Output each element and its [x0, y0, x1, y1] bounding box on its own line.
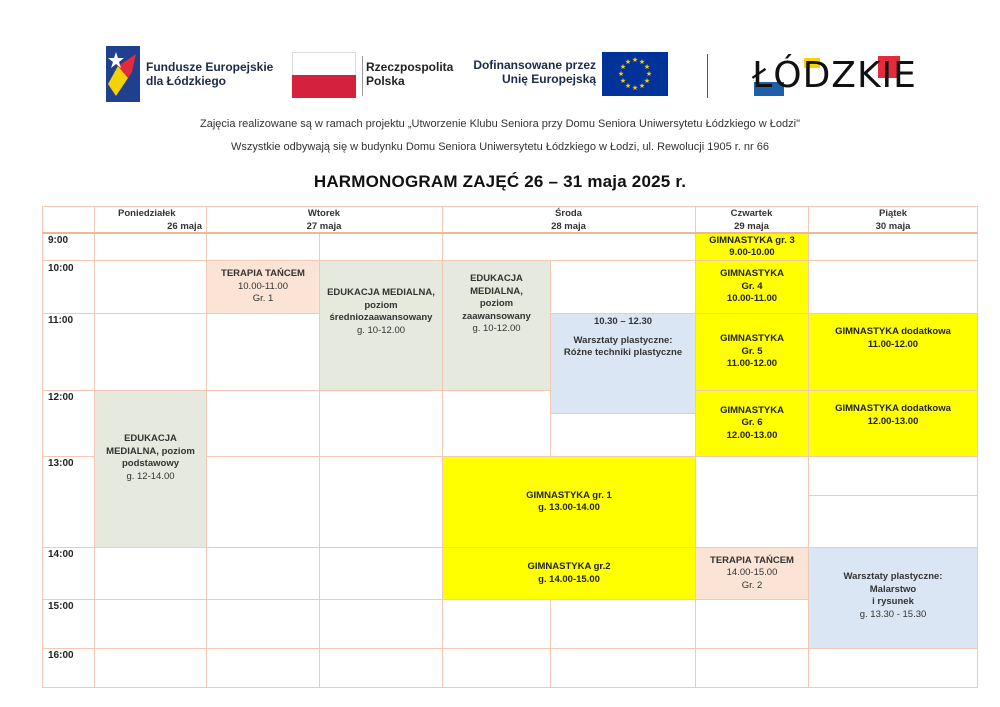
event-time: g. 10-12.00 [356, 324, 406, 336]
day-date-tuesday: 27 maja [306, 221, 342, 232]
event-title: GIMNASTYKA [720, 333, 784, 345]
event-level-name: podstawowy [121, 458, 179, 469]
event-title: TERAPIA TAŃCEM [221, 268, 305, 280]
day-header-friday [808, 207, 978, 233]
event-gimnastyka-dodatkowa-2[interactable] [809, 391, 977, 456]
event-time: 11.00-12.00 [867, 338, 919, 350]
event-title: GIMNASTYKA dodatkowa [835, 326, 951, 337]
time-label: 14:00 [48, 549, 74, 560]
event-title-2: MEDIALNA, [470, 285, 523, 297]
polish-flag-icon [292, 52, 356, 98]
svg-text:★: ★ [638, 58, 646, 66]
rp-logo-line1: Rzeczpospolita [366, 60, 454, 74]
day-name-friday: Piątek [879, 208, 907, 219]
event-level: poziom [364, 299, 398, 311]
eu-logo-line1: Dofinansowane przez [473, 58, 596, 72]
intro-line-1: Zajęcia realizowane są w ramach projektu „Utworzenie Klubu Seniora przy Domu Seniora Uniwersytetu Łódzkiego w Łodzi" [199, 118, 801, 130]
day-name-wednesday: Środa [555, 208, 582, 219]
event-title: EDUKACJA [470, 273, 523, 284]
lodzkie-logo [748, 52, 917, 98]
event-time: 9.00-10.00 [729, 247, 775, 258]
event-title: EDUKACJA [124, 433, 177, 444]
rp-logo-text [366, 60, 453, 88]
event-title: GIMNASTYKA [720, 404, 784, 416]
event-level-name: średniozaawansowany [329, 312, 433, 323]
event-time: 10.00-11.00 [726, 293, 778, 305]
event-time: g. 14.00-15.00 [538, 573, 600, 585]
event-group: Gr. 1 [252, 293, 274, 305]
event-level-name: zaawansowany [462, 310, 531, 322]
day-date-thursday: 29 maja [734, 221, 769, 232]
day-name-tuesday: Wtorek [307, 208, 341, 219]
event-subtitle: Malarstwo [869, 583, 917, 595]
eu-logo-text [472, 58, 596, 86]
event-time: g. 13.00-14.00 [538, 502, 600, 513]
event-edukacja-medialna-podstawowy[interactable] [95, 391, 206, 547]
time-label: 13:00 [48, 458, 74, 469]
fe-flag-icon [106, 46, 140, 102]
eu-logo [472, 52, 672, 98]
event-edukacja-medialna-zaawansowany[interactable] [443, 261, 550, 390]
event-time: 12.00-13.00 [867, 415, 919, 427]
event-level: poziom [479, 298, 514, 309]
svg-text:★: ★ [617, 70, 625, 78]
rzeczpospolita-logo [292, 52, 452, 98]
rp-logo-line2: Polska [366, 74, 405, 88]
event-title-2: MEDIALNA, poziom [106, 445, 195, 457]
event-time: 14.00-15.00 [726, 567, 778, 579]
event-warsztaty-techniki[interactable] [551, 314, 695, 413]
event-title: GIMNASTYKA dodatkowa [835, 403, 951, 414]
eu-flag-icon [602, 52, 668, 96]
day-date-wednesday: 28 maja [551, 221, 586, 232]
day-name-thursday: Czwartek [730, 208, 773, 219]
event-terapia-tancem-gr1[interactable] [207, 261, 319, 313]
day-header-wednesday [442, 207, 695, 233]
day-header-monday [98, 207, 202, 233]
fe-logo-line1: Fundusze Europejskie [146, 60, 274, 74]
event-title: Warsztaty plastyczne: [843, 571, 943, 582]
event-terapia-tancem-gr2[interactable] [696, 548, 808, 599]
event-warsztaty-malarstwo[interactable] [809, 548, 977, 648]
svg-text:★: ★ [645, 70, 653, 78]
event-title: GIMNASTYKA [720, 268, 784, 280]
logo-divider [707, 54, 708, 98]
svg-text:★: ★ [638, 82, 646, 90]
fundusze-europejskie-logo [106, 46, 286, 102]
event-gimnastyka-gr6[interactable] [696, 391, 808, 456]
event-time: g. 12-14.00 [126, 470, 175, 482]
day-name-monday: Poniedziałek [118, 208, 176, 219]
eu-logo-line2: Unię Europejską [501, 72, 596, 86]
fe-logo-line2: dla Łódzkiego [146, 74, 227, 88]
intro-line-2: Wszystkie odbywają się w budynku Domu Seniora Uniwersytetu Łódzkiego w Łodzi, ul. Rewolucji 1905 r. nr 66 [230, 141, 770, 153]
time-label: 16:00 [48, 650, 74, 661]
svg-text:★: ★ [643, 77, 651, 85]
schedule-table [42, 206, 978, 688]
event-subtitle-2: i rysunek [872, 596, 914, 607]
event-gimnastyka-gr4[interactable] [696, 261, 808, 313]
event-title: GIMNASTYKA gr. 3 [709, 234, 795, 246]
event-title: TERAPIA TAŃCEM [710, 554, 794, 566]
svg-text:★: ★ [643, 63, 651, 71]
event-time: 10.30 – 12.30 [593, 316, 653, 327]
svg-text:★: ★ [624, 82, 632, 90]
day-header-thursday [695, 207, 808, 233]
svg-text:★: ★ [624, 58, 632, 66]
event-time: g. 13.30 - 15.30 [859, 608, 927, 620]
svg-text:★: ★ [619, 77, 627, 85]
fe-logo-text [146, 60, 273, 88]
event-time: 12.00-13.00 [726, 429, 778, 441]
event-title: GIMNASTYKA gr. 1 [526, 489, 612, 501]
event-edukacja-medialna-sredniozaawansowany[interactable] [320, 261, 442, 390]
event-gimnastyka-gr5[interactable] [696, 314, 808, 390]
time-label: 10:00 [48, 263, 74, 274]
svg-text:★: ★ [631, 56, 639, 64]
event-time: 11.00-12.00 [726, 358, 778, 370]
day-date-monday: 26 maja [167, 221, 202, 232]
event-gimnastyka-gr3[interactable] [696, 234, 808, 260]
event-title: GIMNASTYKA gr.2 [527, 561, 611, 572]
day-header-tuesday [206, 207, 442, 233]
time-label: 12:00 [48, 392, 74, 403]
lodzkie-logo-text: ŁÓDZKIE [752, 55, 917, 96]
event-time: 10.00-11.00 [237, 280, 288, 292]
svg-text:★: ★ [619, 63, 627, 71]
time-label: 9:00 [48, 235, 69, 246]
event-group: Gr. 2 [741, 579, 763, 591]
time-label: 15:00 [48, 601, 74, 612]
event-time: g. 10-12.00 [472, 323, 521, 334]
day-date-friday: 30 maja [875, 221, 911, 232]
event-group: Gr. 4 [741, 280, 763, 292]
event-subtitle: Różne techniki plastyczne [563, 347, 683, 358]
page-title: HARMONOGRAM ZAJĘĆ 26 – 31 maja 2025 r. [313, 172, 687, 191]
time-label: 11:00 [48, 315, 74, 326]
event-gimnastyka-gr1[interactable] [443, 457, 695, 547]
event-group: Gr. 6 [741, 417, 763, 429]
event-gimnastyka-dodatkowa-1[interactable] [809, 314, 977, 390]
event-group: Gr. 5 [741, 345, 763, 357]
event-gimnastyka-gr2[interactable] [443, 548, 695, 599]
event-title: Warsztaty plastyczne: [573, 334, 673, 346]
svg-text:★: ★ [631, 84, 639, 92]
event-title: EDUKACJA MEDIALNA, [327, 287, 435, 298]
